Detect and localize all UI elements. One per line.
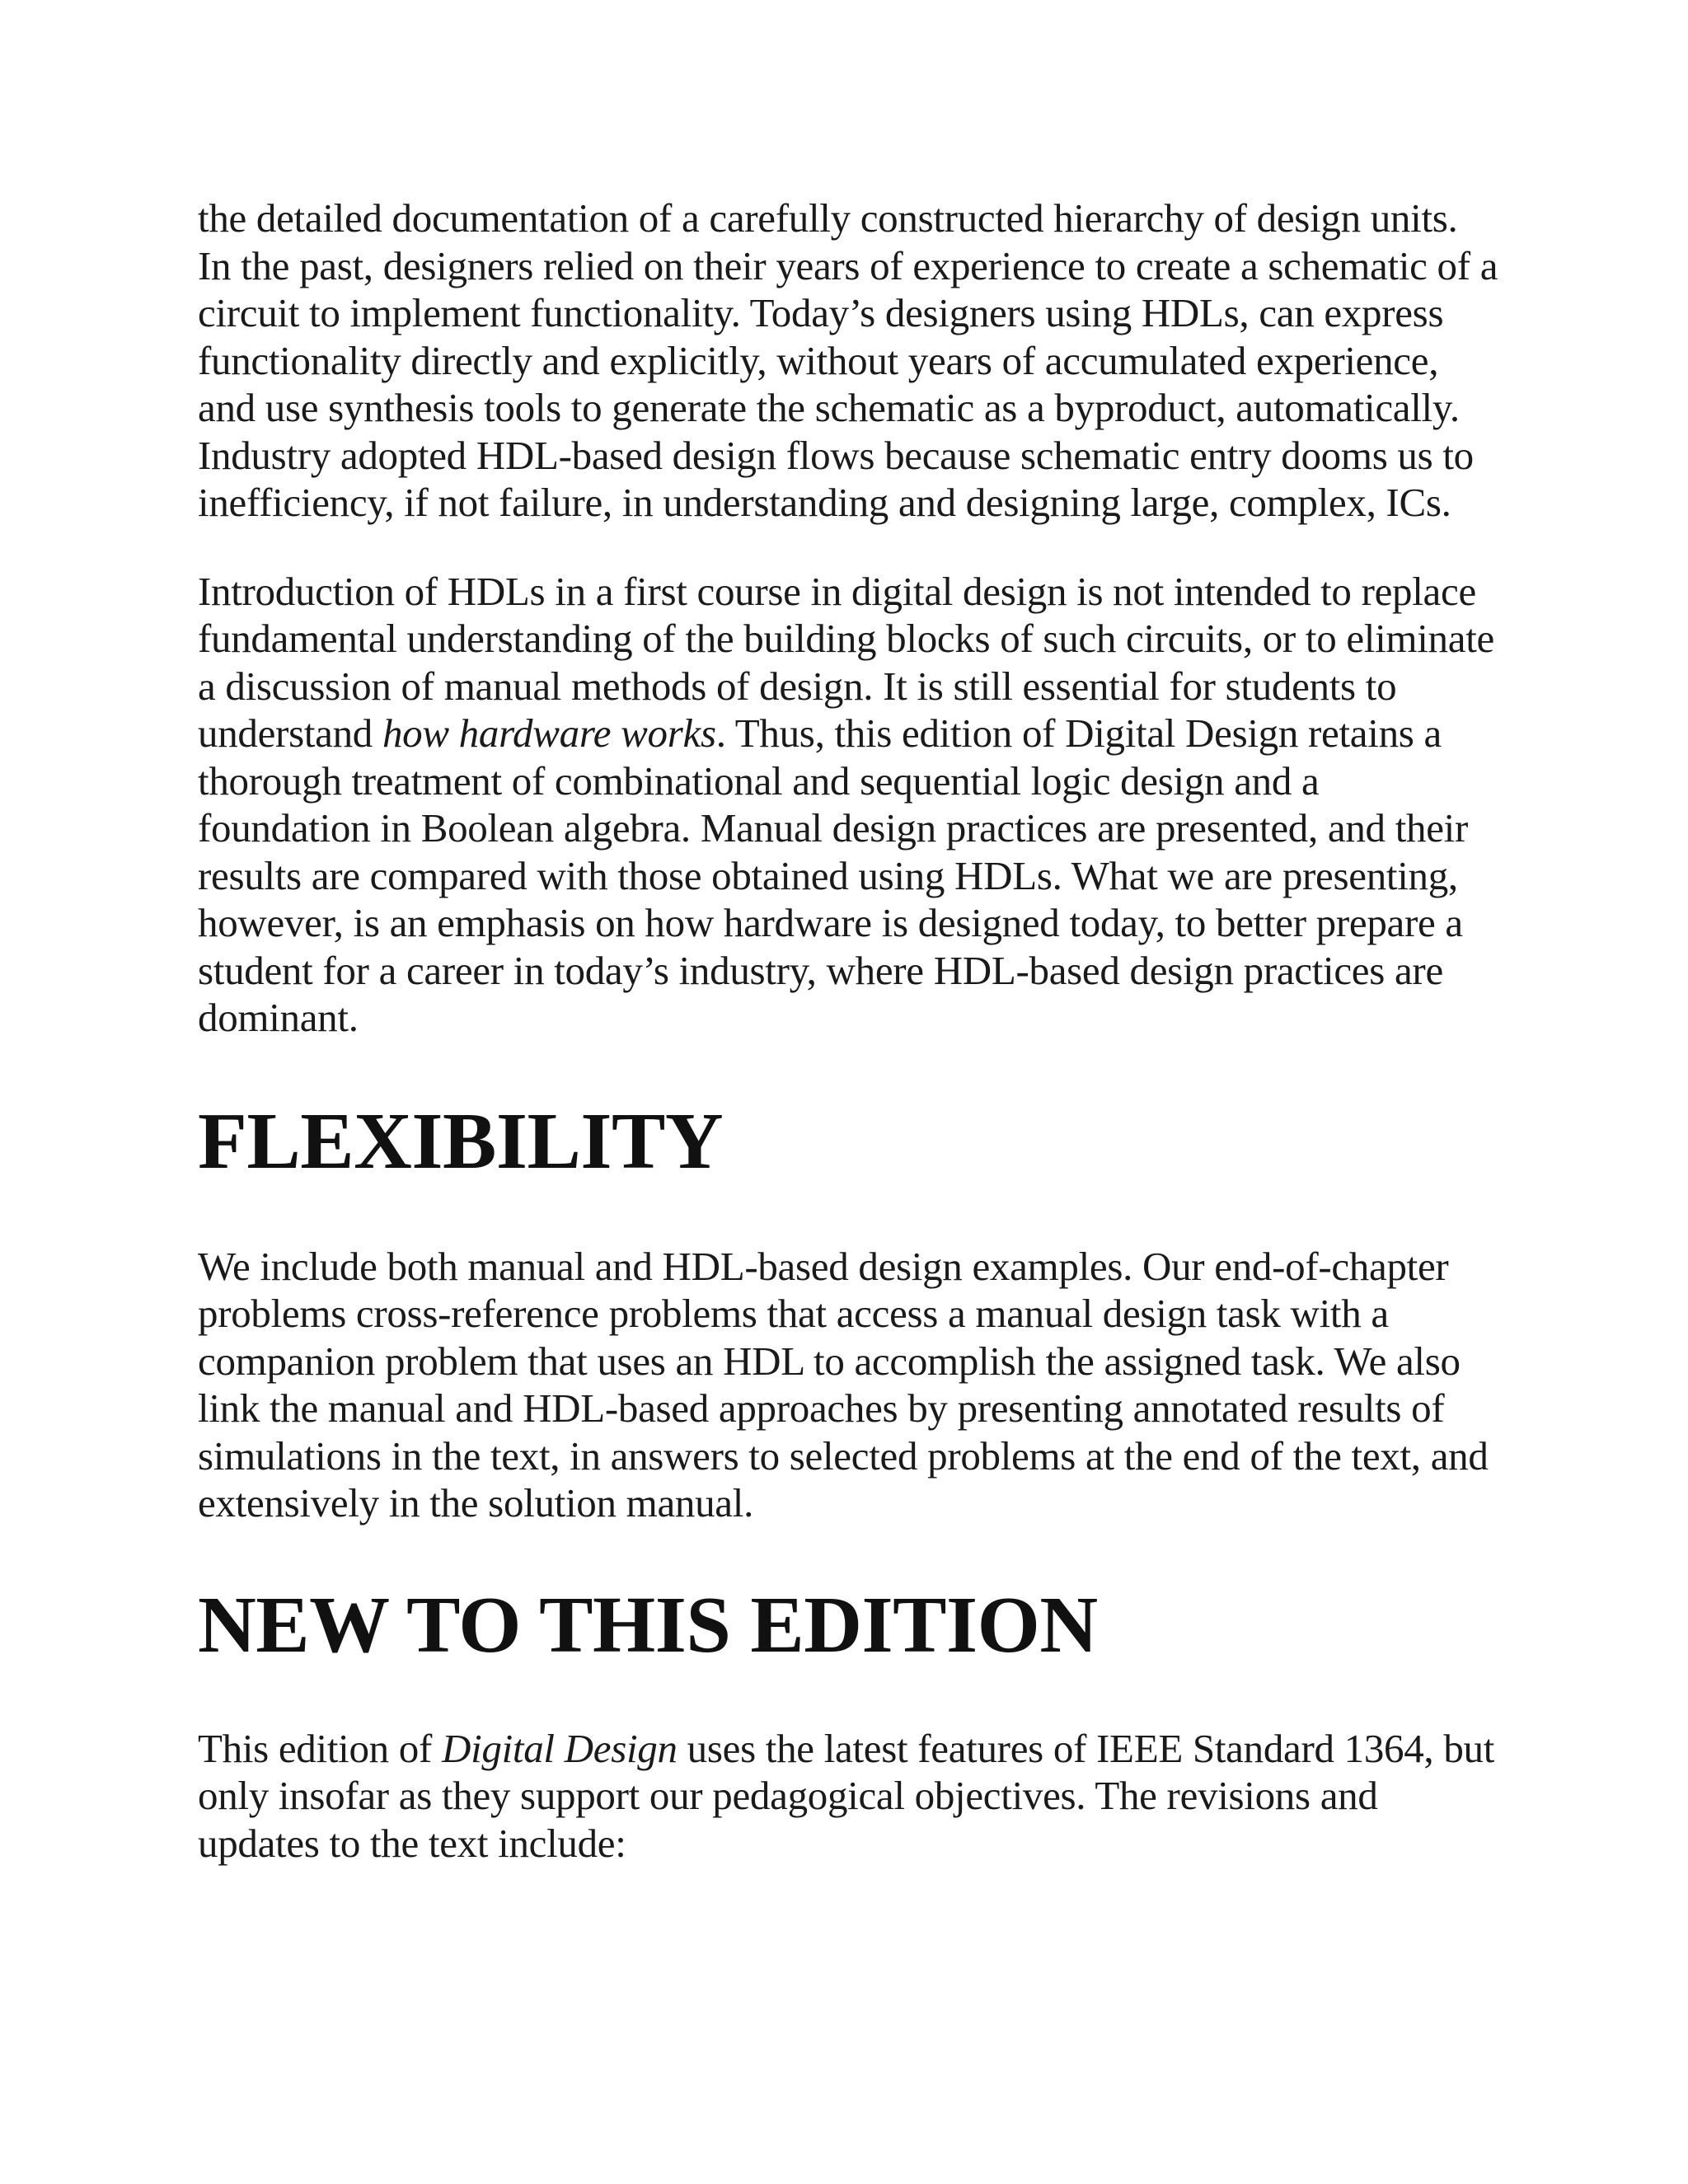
heading-flexibility: FLEXIBILITY xyxy=(198,1096,724,1186)
document-page xyxy=(198,194,1500,1867)
paragraph-flexibility xyxy=(198,1243,1500,1527)
paragraph-text: the detailed documentation of a carefully constructed hierarchy of design units. In the past, designers relied on their years of experience to create a schematic of a circuit to implement functionality. Today’s designers using HDLs, can express functionality directly and explicitly, without years of accumulated experience, and use synthesis tools to generate the schematic as a byproduct, automatically. Industry adopted HDL-based design flows because schematic entry dooms us to inefficiency, if not failure, in understanding and designing large, complex, ICs. xyxy=(198,195,1498,525)
italic-book-title: Digital Design xyxy=(441,1725,678,1771)
paragraph-text-start: Introduction of HDLs in a first course in digital design is not intended to replace fundamental understanding of the building blocks of such circuits, or to eliminate a discussion of manual methods of design. It is still essential for students to understand xyxy=(198,568,1494,756)
heading-new-to-this-edition: NEW TO THIS EDITION xyxy=(198,1580,1098,1670)
paragraph-text-start: This edition of xyxy=(198,1725,442,1771)
paragraph-hdl-introduction xyxy=(198,568,1500,1042)
italic-phrase: how hardware works xyxy=(382,710,716,756)
paragraph-text-end: . Thus, this edition of Digital Design retains a thorough treatment of combinational and sequential logic design and a foundation in Boolean algebra. Manual design practices are presented, and their results are compared with those obtained using HDLs. What we are presenting, however, is an emphasis on how hardware is designed today, to better prepare a student for a career in today’s industry, where HDL-based design practices are dominant. xyxy=(198,710,1468,1040)
paragraph-hierarchy-documentation xyxy=(198,194,1500,527)
paragraph-text-end: uses the latest features of IEEE Standard 1364, but only insofar as they support our pedagogical objectives. The revisions and updates to the text include: xyxy=(198,1725,1495,1866)
paragraph-text: We include both manual and HDL-based design examples. Our end-of-chapter problems cross-reference problems that access a manual design task with a companion problem that uses an HDL to accomplish the assigned task. We also link the manual and HDL-based approaches by presenting annotated results of simulations in the text, in answers to selected problems at the end of the text, and extensively in the solution manual. xyxy=(198,1243,1489,1526)
paragraph-new-edition xyxy=(198,1725,1500,1868)
